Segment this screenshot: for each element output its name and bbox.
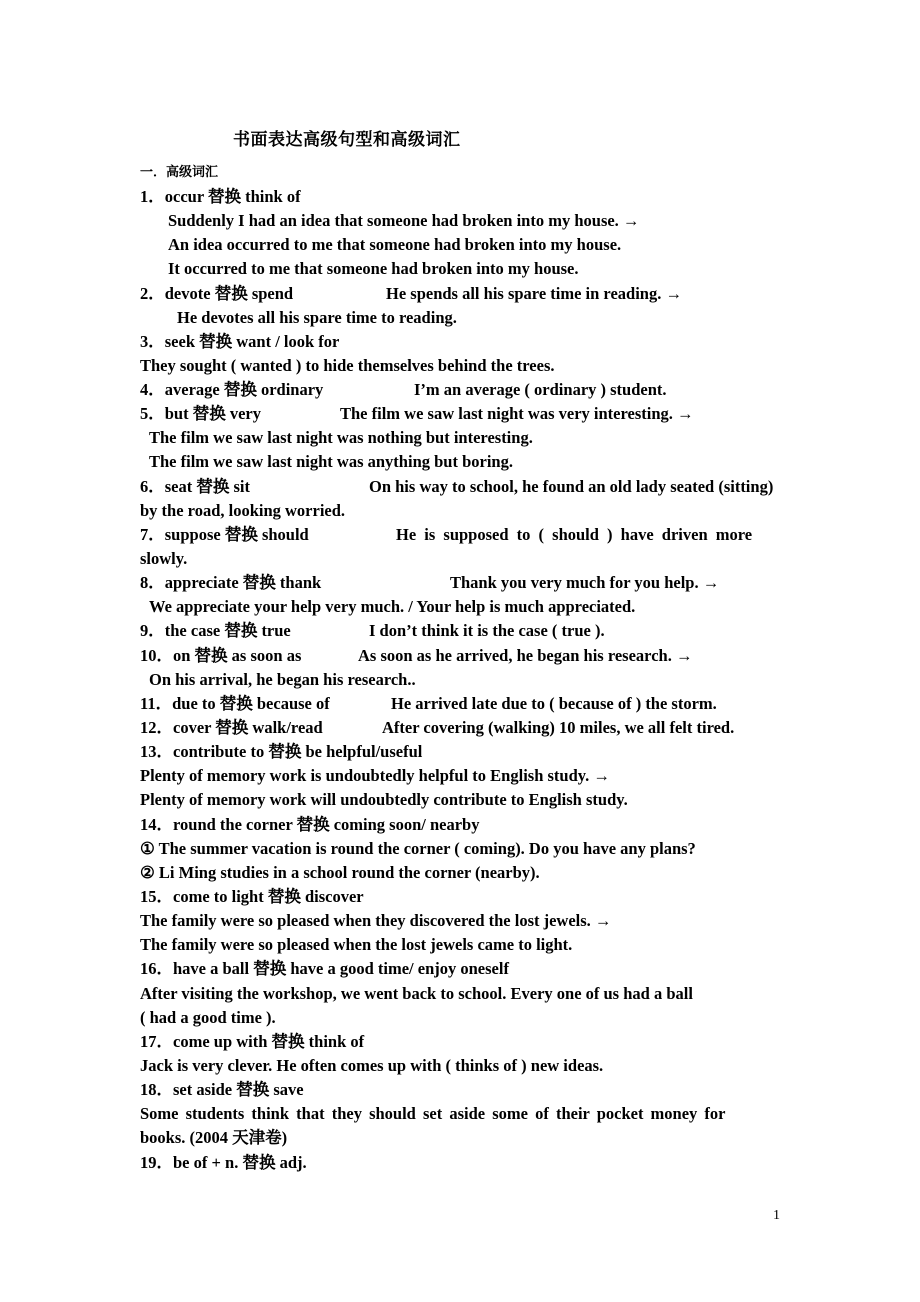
item-19-heading: 19．be of + n. 替换 adj. [140,1153,307,1172]
item-15-heading: 15．come to light 替换 discover [140,887,364,906]
item-16-example: ( had a good time ). [140,1008,276,1027]
item-12-sentence: After covering (walking) 10 miles, we all felt tired. [382,718,735,737]
item-7-heading: 7．suppose 替换 should [140,525,309,544]
item-5-heading: 5．but 替换 very [140,404,261,423]
item-9-sentence: I don’t think it is the case ( true ). [369,621,605,640]
item-17-heading: 17．come up with 替换 think of [140,1032,365,1051]
item-16-example: After visiting the workshop, we went back to school. Every one of us had a ball [140,984,693,1003]
item-9-heading: 9．the case 替换 true [140,621,291,640]
section-heading: 一．高级词汇 [140,165,219,180]
item-18-heading: 18．set aside 替换 save [140,1080,304,1099]
item-5-example: The film we saw last night was anything but boring. [149,452,513,471]
item-14-example: ① The summer vacation is round the corner ( coming). Do you have any plans? [140,839,696,858]
document-title: 书面表达高级句型和高级词汇 [233,130,461,150]
item-6-heading: 6．seat 替换 sit [140,477,250,496]
item-3-example: They sought ( wanted ) to hide themselves behind the trees. [140,356,555,375]
item-12-heading: 12．cover 替换 walk/read [140,718,323,737]
item-17-example: Jack is very clever. He often comes up with ( thinks of ) new ideas. [140,1056,604,1075]
item-2-example: He devotes all his spare time to reading. [177,308,457,327]
item-18-example: books. (2004 天津卷) [140,1128,288,1147]
item-10-example: On his arrival, he began his research.. [149,670,416,689]
item-13-example: Plenty of memory work will undoubtedly contribute to English study. [140,790,628,809]
item-1-example: An idea occurred to me that someone had broken into my house. [168,235,622,254]
item-1-example: It occurred to me that someone had broken into my house. [168,259,579,278]
item-6-example: by the road, looking worried. [140,501,346,520]
item-13-heading: 13．contribute to 替换 be helpful/useful [140,742,423,761]
item-4-heading: 4．average 替换 ordinary [140,380,324,399]
item-8-sentence: Thank you very much for you help. → [450,573,720,592]
item-8-heading: 8．appreciate 替换 thank [140,573,322,592]
item-5-example: The film we saw last night was nothing but interesting. [149,428,533,447]
item-6-sentence: On his way to school, he found an old lady seated (sitting) [369,477,774,496]
item-2-heading: 2．devote 替换 spend [140,284,294,303]
item-7-sentence: He is supposed to ( should ) have driven more [396,525,753,544]
item-5-sentence: The film we saw last night was very interesting. → [340,404,694,423]
item-15-example: The family were so pleased when the lost jewels came to light. [140,935,573,954]
item-2-sentence: He spends all his spare time in reading. → [386,284,682,303]
item-4-sentence: I’m an average ( ordinary ) student. [414,380,667,399]
item-7-example: slowly. [140,549,188,568]
item-3-heading: 3．seek 替换 want / look for [140,332,340,351]
item-11-sentence: He arrived late due to ( because of ) the storm. [391,694,717,713]
item-16-heading: 16．have a ball 替换 have a good time/ enjoy oneself [140,959,509,978]
item-1-example: Suddenly I had an idea that someone had broken into my house. → [168,211,640,230]
item-11-heading: 11．due to 替换 because of [140,694,330,713]
item-10-sentence: As soon as he arrived, he began his research. → [358,646,693,665]
item-10-heading: 10．on 替换 as soon as [140,646,302,665]
item-14-heading: 14．round the corner 替换 coming soon/ nearby [140,815,480,834]
page-number: 1 [773,1208,780,1223]
item-15-example: The family were so pleased when they discovered the lost jewels. → [140,911,612,930]
item-8-example: We appreciate your help very much. / Your help is much appreciated. [149,597,636,616]
item-14-example: ② Li Ming studies in a school round the corner (nearby). [140,863,540,882]
item-1-heading: 1．occur 替换 think of [140,187,301,206]
item-13-example: Plenty of memory work is undoubtedly helpful to English study. → [140,766,610,785]
item-18-example: Some students think that they should set aside some of their pocket money for [140,1104,726,1123]
